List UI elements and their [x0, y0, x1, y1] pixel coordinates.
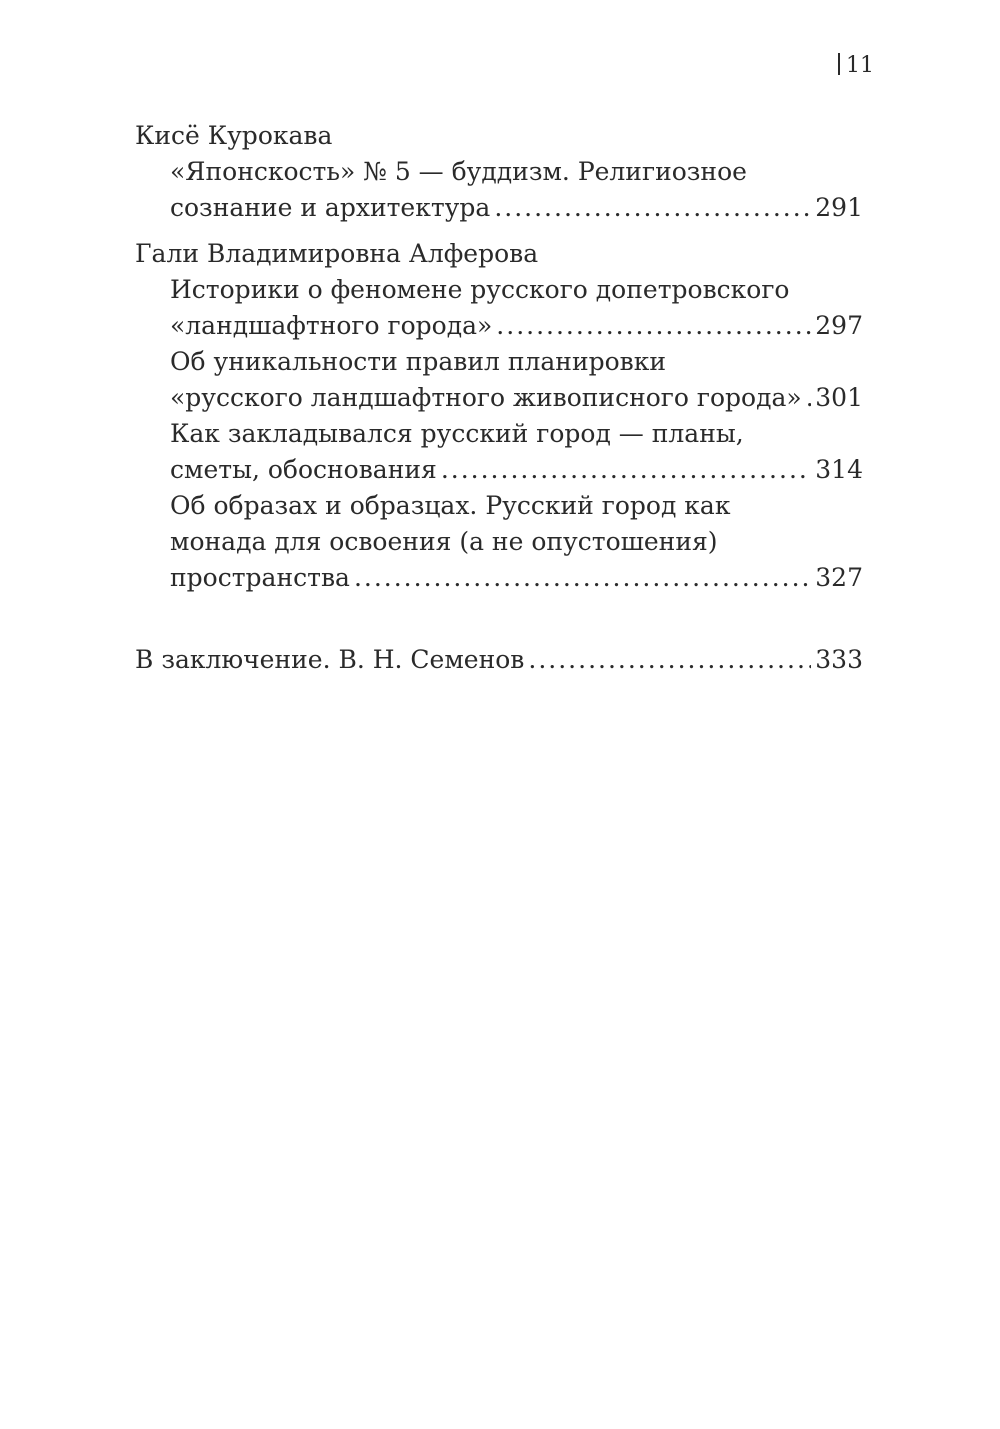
toc-closing-title: В заключение. В. Н. Семенов — [135, 645, 525, 674]
toc-entry-title-end: сметы, обоснования — [170, 455, 437, 484]
toc-closing-entry[interactable] — [135, 642, 863, 678]
toc-entry-page: 327 — [815, 563, 863, 592]
dot-leader — [806, 380, 812, 416]
toc-entry-title-end: пространства — [170, 563, 350, 592]
toc-entry-last-line — [170, 560, 863, 596]
toc-entry-last-line — [170, 452, 863, 488]
dot-leader — [494, 190, 811, 226]
toc-entry-page: 301 — [815, 383, 863, 412]
toc-entry-line: монада для освоения (а не опустошения) — [170, 527, 718, 556]
toc-entry[interactable] — [135, 488, 863, 596]
toc-entry-last-line — [170, 308, 863, 344]
toc-closing-page: 333 — [815, 645, 863, 674]
toc-entry-line: «Японскость» № 5 — буддизм. Религиозное — [170, 157, 747, 186]
toc-entry-last-line — [170, 380, 863, 416]
toc-entry[interactable] — [135, 416, 863, 488]
dot-leader — [354, 560, 811, 596]
toc-section-alferova — [135, 236, 863, 596]
toc-author: Кисё Курокава — [135, 121, 333, 150]
toc-entry-title-end: «ландшафтного города» — [170, 311, 493, 340]
table-of-contents — [135, 118, 863, 678]
dot-leader — [441, 452, 811, 488]
toc-author: Гали Владимировна Алферова — [135, 239, 539, 268]
page-number — [838, 52, 874, 80]
toc-entry-line: Об уникальности правил планировки — [170, 347, 667, 376]
toc-entry-line: Историки о феномене русского допетровского — [170, 275, 790, 304]
toc-entry[interactable] — [135, 154, 863, 226]
toc-entry-line: Об образах и образцах. Русский город как — [170, 491, 731, 520]
toc-entry[interactable] — [135, 272, 863, 344]
toc-entry-line: Как закладывался русский город — планы, — [170, 419, 744, 448]
page-number-value: 11 — [846, 53, 874, 78]
toc-entry-page: 314 — [815, 455, 863, 484]
dot-leader — [496, 308, 811, 344]
toc-entry[interactable] — [135, 344, 863, 416]
toc-entry-last-line — [170, 190, 863, 226]
toc-entry-last-line — [135, 642, 863, 678]
page-number-divider — [838, 53, 840, 75]
toc-entry-title-end: сознание и архитектура — [170, 193, 491, 222]
dot-leader — [528, 642, 811, 678]
toc-entry-page: 297 — [815, 311, 863, 340]
toc-entry-page: 291 — [815, 193, 863, 222]
toc-entry-title-end: «русского ландшафтного живописного города» — [170, 383, 802, 412]
toc-section-kurokawa — [135, 118, 863, 226]
